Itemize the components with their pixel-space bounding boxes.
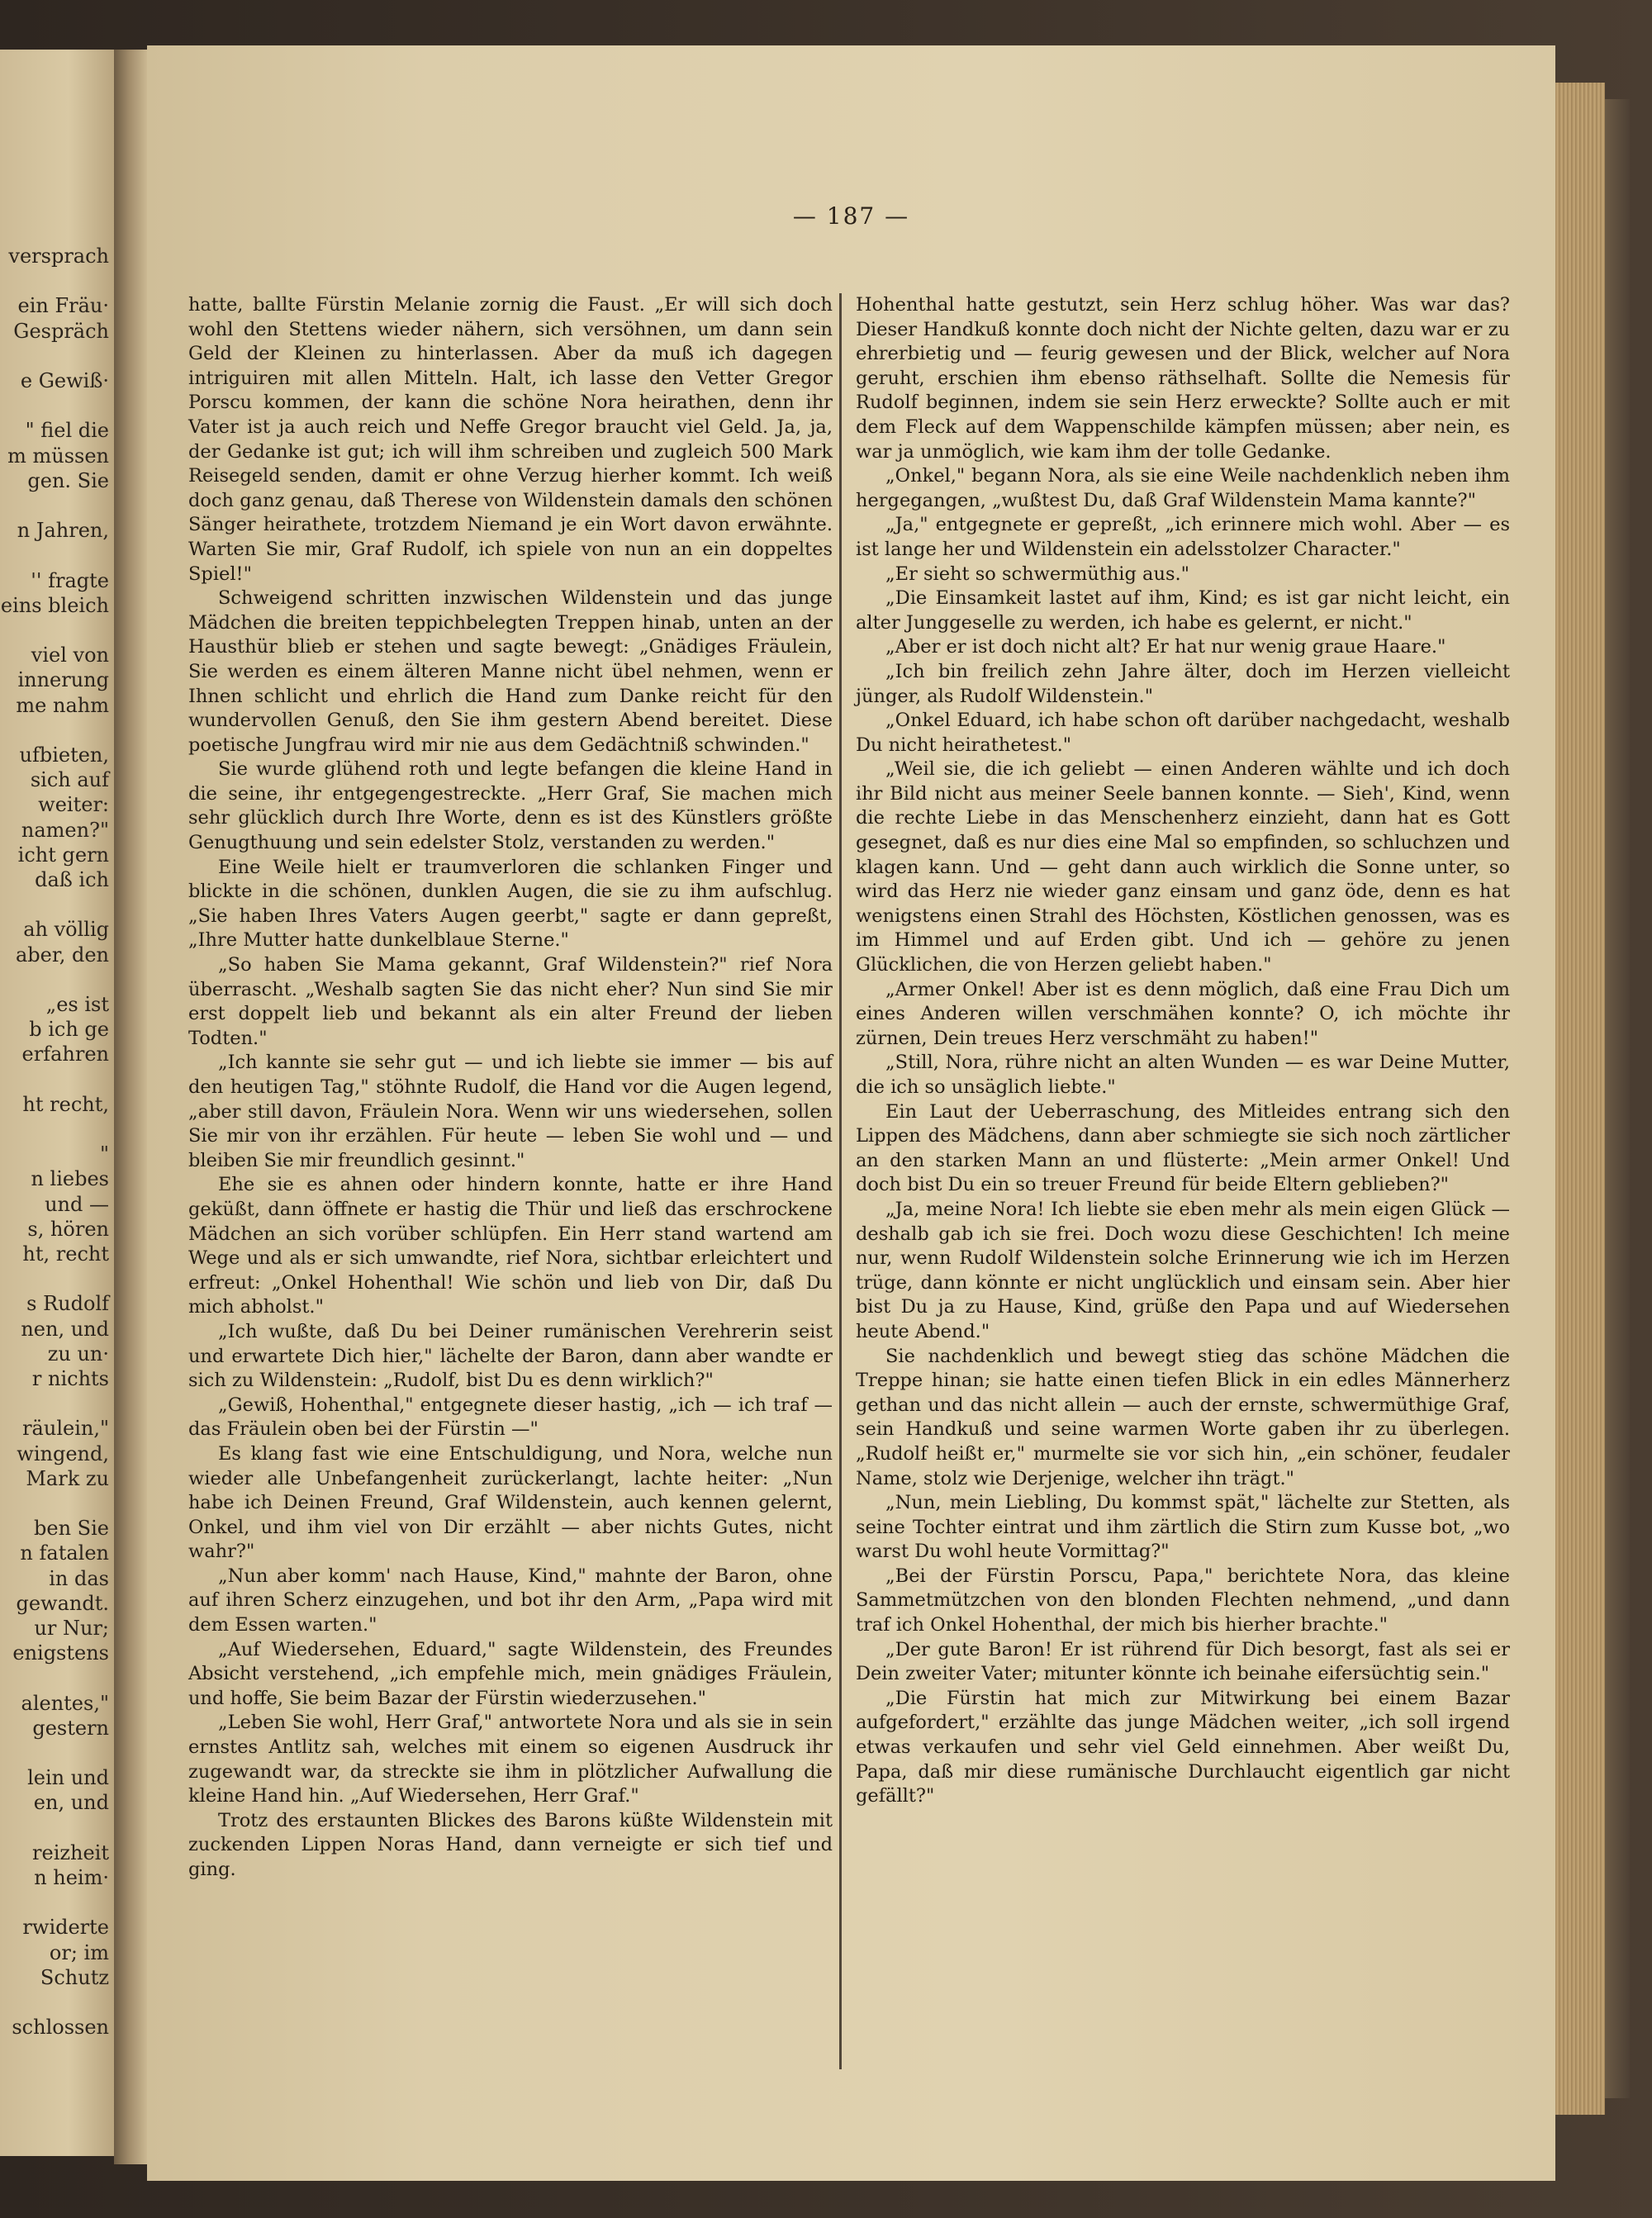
paragraph: „Bei der Fürstin Porscu, Papa," berichtete Nora, das kleine Sammetmützchen von den blonden Flechten nehmend, „und dann traf ich Onkel Hohenthal, der mich bis hierher brachte." [856,1565,1510,1636]
margin-fragment: ben Sie [34,1517,109,1541]
margin-fragment: sich auf [30,768,109,792]
margin-fragment: nen, und [21,1317,109,1341]
paragraph: „Ja, meine Nora! Ich liebte sie eben mehr als mein eigen Glück — deshalb gab ich sie frei. Doch wozu diese Geschichten! Ich meine nur, wenn Rudolf Wildenstein solche Erinnerung wie ich im Herzen trüge, dann könnte er nicht unglücklich und einsam sein. Aber hier bist Du ja zu Hause, Kind, grüße den Papa und auf Wiedersehen heute Abend." [856,1198,1510,1342]
paragraph: „Leben Sie wohl, Herr Graf," antwortete Nora und als sie in sein ernstes Antlitz sah, welches mit einem so eigenen Ausdruck ihr zugewandt war, da streckte sie ihm in plötzlicher Aufwallung die kleine Hand hin. „Auf Wiedersehen, Herr Graf." [188,1712,833,1807]
paragraph: Ehe sie es ahnen oder hindern konnte, hatte er ihre Hand geküßt, dann öffnete er hastig die Thür und ließ das erschrockene Mädchen an sich vorüber schlüpfen. Ein Herr stand wartend am Wege und als er sich umwandte, rief Nora, sichtbar erleichtert und erfreut: „Onkel Hohenthal! Wie schön und lieb von Dir, daß Du mich abholst." [188,1174,833,1318]
margin-fragment: en, und [33,1791,109,1815]
paragraph: „Onkel," begann Nora, als sie eine Weile nachdenklich neben ihm hergegangen, „wußtest Du, daß Graf Wildenstein Mama kannte?" [856,465,1510,511]
paragraph: „Gewiß, Hohenthal," entgegnete dieser hastig, „ich — ich traf — das Fräulein oben bei der Fürstin —" [188,1394,833,1441]
paragraph: „Die Fürstin hat mich zur Mitwirkung bei einem Bazar aufgefordert," erzählte das junge Mädchen weiter, „ich soll irgend etwas verkaufen und sehr viel Geld einnehmen. Aber weißt Du, Papa, daß mir diese rumänische Durchlaucht eigentlich gar nicht gefällt?" [856,1687,1510,1807]
paragraph: „Ich bin freilich zehn Jahre älter, doch im Herzen vielleicht jünger, als Rudolf Wildenstein." [856,660,1510,707]
paragraph: „Ich kannte sie sehr gut — und ich liebte sie immer — bis auf den heutigen Tag," stöhnte Rudolf, die Hand vor die Augen legend, „aber still davon, Fräulein Nora. Wenn wir uns wiedersehen, sollen Sie mir von ihr erzählen. Für heute — leben Sie wohl und — und bleiben Sie mir freundlich gesinnt." [188,1052,833,1171]
margin-fragment: '' fragte [31,568,109,592]
margin-fragment: ufbieten, [19,743,109,767]
paragraph: „Still, Nora, rühre nicht an alten Wunden — es war Deine Mutter, die ich so unsäglich liebte." [856,1052,1510,1098]
margin-fragment: " [99,1142,109,1166]
margin-fragment: rwiderte [22,1916,109,1940]
margin-fragment: in das [49,1566,109,1590]
margin-fragment: ht, recht [22,1242,109,1266]
paragraph: Sie nachdenklich und bewegt stieg das schöne Mädchen die Treppe hinan; sie hatte einen tiefen Blick in ein edles Männerherz gethan und das nicht allein — auch der ernste, schwermüthige Graf, sein Handkuß und seine warmen Worte gaben ihr zu überlegen. „Rudolf heißt er," murmelte sie vor sich hin, „ein schöner, feudaler Name, stolz wie Derjenige, welcher ihn trägt." [856,1345,1510,1489]
paragraph: „Aber er ist doch nicht alt? Er hat nur wenig graue Haare." [885,636,1446,658]
paragraph: Hohenthal hatte gestutzt, sein Herz schlug höher. Was war das? Dieser Handkuß konnte doch nicht der Nichte gelten, dazu war er zu ehrerbietig und — feurig gewesen und der Blick, welcher auf Nora geruht, erschien ihm ebenso räthselhaft. Sollte die Nemesis für Rudolf beginnen, indem sie sein Herz erweckte? Sollte auch er mit dem Fleck auf dem Wappenschilde kämpfen müssen; aber nein, es war ja unmöglich, wie kam ihm der tolle Gedanke. [856,294,1510,463]
margin-fragment: wingend, [17,1441,109,1465]
margin-fragment: räulein," [22,1417,109,1441]
margin-fragment: namen?" [21,818,109,842]
paragraph: „Auf Wiedersehen, Eduard," sagte Wildenstein, des Freundes Absicht verstehend, „ich empfehle mich, mein gnädiges Fräulein, und hoffe, Sie beim Bazar der Fürstin wiederzusehen." [188,1638,833,1709]
margin-fragment: ein Fräu· [17,294,109,318]
paragraph: „Nun, mein Liebling, Du kommst spät," lächelte zur Stetten, als seine Tochter eintrat und ihm zärtlich die Stirn zum Kusse bot, „wo warst Du wohl heute Vormittag?" [856,1492,1510,1563]
margin-fragment: zu un· [47,1342,109,1365]
margin-fragment: gestern [32,1716,109,1740]
margin-fragment: weiter: [38,793,109,817]
margin-fragment: r nichts [31,1367,109,1390]
margin-fragment: or; im [49,1940,109,1964]
margin-fragment: Mark zu [26,1466,109,1490]
margin-fragment: versprach [8,245,109,268]
margin-fragment: n Jahren, [17,519,109,543]
paragraph: Es klang fast wie eine Entschuldigung, und Nora, welche nun wieder alle Unbefangenheit zurückerlangt, lachte heiter: „Nun habe ich Deinen Freund, Graf Wildenstein, auch kennen gelernt, Onkel, und ihm viel von Dir erzählt — aber nichts Gutes, nicht wahr?" [188,1442,833,1563]
paragraph: Schweigend schritten inzwischen Wildenstein und das junge Mädchen die breiten teppichbelegten Treppen hinab, unten an der Hausthür blieb er stehen und sagte bewegt: „Gnädiges Fräulein, Sie werden es einem älteren Manne nicht übel nehmen, wenn er Ihnen schlicht und ehrlich die Hand zum Danke reicht für den wundervollen Genuß, den Sie ihm gestern Abend bereitet. Diese poetische Jungfrau wird mir nie aus dem Gedächtniß schwinden." [188,587,833,756]
margin-fragment: erfahren [21,1043,109,1066]
margin-fragment: icht gern [17,843,109,867]
margin-fragment: Schutz [40,1965,109,1989]
book-page [147,45,1555,2181]
margin-fragment: n heim· [34,1866,109,1889]
margin-fragment: lein und [27,1766,109,1790]
margin-fragment: enigstens [12,1641,109,1665]
paragraph: „So haben Sie Mama gekannt, Graf Wildenstein?" rief Nora überrascht. „Weshalb sagten Sie das nicht eher? Nun sind Sie mir erst doppelt lieb und bekannt als ein alter Freund der lieben Todten." [188,954,833,1049]
paragraph: „Weil sie, die ich geliebt — einen Anderen wählte und ich doch ihr Bild nicht aus meiner Seele bannen konnte. — Sieh', Kind, wenn die rechte Liebe in das Menschenherz einzieht, dann hat es Gott gesegnet, daß es nur dies eine Mal so empfinden, so schluchzen und klagen kann. Und — geht dann auch wirklich die Sonne unter, so wird das Herz nie wieder ganz einsam und ganz öde, denn es hat wenigstens einen Strahl des Höchsten, Köstlichen genossen, was es im Himmel und auf Erden gibt. Und ich — gehöre zu jenen Glücklichen, die von Herzen geliebt haben." [856,758,1510,976]
margin-fragment: e Gewiß· [20,369,109,392]
margin-fragment: und — [45,1192,109,1216]
margin-fragment: daß ich [35,868,109,891]
margin-fragment: " fiel die [25,419,109,443]
margin-fragment: ur Nur; [34,1617,109,1640]
paragraph: Eine Weile hielt er traumverloren die schlanken Finger und blickte in die schönen, dunklen Augen, die sie zu ihm aufschlug. „Sie haben Ihres Vaters Augen geerbt," sagte er dann gepreßt, „Ihre Mutter hatte dunkelblaue Sterne." [188,856,833,952]
margin-fragment: gen. Sie [27,468,109,492]
margin-fragment: „es ist [45,993,109,1016]
margin-fragment: viel von [31,644,109,667]
book-gutter [114,50,147,2164]
text-column-left [188,293,833,1883]
paragraph: „Die Einsamkeit lastet auf ihm, Kind; es ist gar nicht leicht, ein alter Junggeselle zu werden, ich habe es gelernt, er nicht." [856,587,1510,634]
paragraph: Trotz des erstaunten Blickes des Barons küßte Wildenstein mit zuckenden Lippen Noras Hand, dann verneigte er sich tief und ging. [188,1809,833,1880]
margin-fragment: innerung [17,668,109,692]
margin-fragment: schlossen [12,2016,109,2040]
margin-fragment: m müssen [7,444,109,468]
paragraph: „Der gute Baron! Er ist rührend für Dich besorgt, fast als sei er Dein zweiter Vater; mitunter könnte ich beinahe eifersüchtig sein." [856,1638,1510,1685]
margin-fragment: ht recht, [22,1092,109,1116]
paragraph: „Onkel Eduard, ich habe schon oft darüber nachgedacht, weshalb Du nicht heirathetest." [856,710,1510,756]
margin-fragment: s Rudolf [26,1292,109,1316]
facing-page-fragment [0,50,114,2156]
margin-fragment: s, hören [27,1217,109,1241]
margin-fragment: gewandt. [16,1591,109,1615]
paragraph: „Ich wußte, daß Du bei Deiner rumänischen Verehrerin seist und erwartete Dich hier," lächelte der Baron, dann aber wandte er sich zu Wildenstein: „Rudolf, bist Du es denn wirklich?" [188,1320,833,1392]
page-edges [1555,83,1605,2115]
book-cover-edge [1605,99,1630,2098]
text-column-right [856,293,1510,1809]
margin-fragment: eins bleich [0,593,109,617]
margin-fragment: Gespräch [13,319,109,343]
margin-fragment: b ich ge [29,1018,109,1042]
margin-fragment: n liebes [31,1167,109,1191]
margin-fragment: n fatalen [20,1541,109,1565]
paragraph: „Armer Onkel! Aber ist es denn möglich, daß eine Frau Dich um eines Anderen willen verschmähen konnte? O, ich möchte ihr zürnen, Dein treues Herz verschmäht zu haben!" [856,978,1510,1049]
paragraph: Ein Laut der Ueberraschung, des Mitleides entrang sich den Lippen des Mädchens, dann aber schmiegte sie sich noch zärtlicher an den starken Mann an und flüsterte: „Mein armer Onkel! Und doch bist Du ein so treuer Freund für beide Eltern geblieben?" [856,1100,1510,1196]
column-divider [839,293,842,2069]
paragraph: Sie wurde glühend roth und legte befangen die kleine Hand in die seine, ihr entgegengestreckte. „Herr Graf, Sie machen mich sehr glücklich durch Ihre Worte, denn es ist des Künstlers größte Genugthuung und sein edelster Stolz, verstanden zu werden." [188,758,833,854]
paragraph: „Nun aber komm' nach Hause, Kind," mahnte der Baron, ohne auf ihren Scherz einzugehen, und bot ihr den Arm, „Papa wird mit dem Essen warten." [188,1565,833,1636]
margin-fragment: aber, den [16,943,109,967]
paragraph: „Ja," entgegnete er gepreßt, „ich erinnere mich wohl. Aber — es ist lange her und Wildenstein ein adelsstolzer Character." [856,514,1510,560]
paragraph: hatte, ballte Fürstin Melanie zornig die Faust. „Er will sich doch wohl den Stettens wieder nähern, sich versöhnen, um dann sein Geld der Kleinen zu hinterlassen. Aber da muß ich dagegen intriguiren mit allen Mitteln. Halt, ich lasse den Vetter Gregor Porscu kommen, der kann die schöne Nora heirathen, denn ihr Vater ist ja auch reich und Neffe Gregor braucht viel Geld. Ja, ja, der Gedanke ist gut; ich will ihm schreiben und zugleich 500 Mark Reisegeld senden, damit er ohne Verzug hierher kommt. Ich weiß doch ganz genau, daß Therese von Wildenstein damals den schönen Sänger heirathete, trotzdem Niemand je ein Wort davon erwähnte. Warten Sie mir, Graf Rudolf, ich spiele von nun an ein doppeltes Spiel!" [188,294,833,585]
page-number: — 187 — [792,202,910,230]
margin-fragment: me nahm [16,693,109,717]
margin-fragment: reizheit [32,1840,109,1864]
paragraph: „Er sieht so schwermüthig aus." [885,563,1190,585]
margin-fragment: alentes," [21,1691,109,1715]
margin-fragment: ah völlig [23,918,109,942]
